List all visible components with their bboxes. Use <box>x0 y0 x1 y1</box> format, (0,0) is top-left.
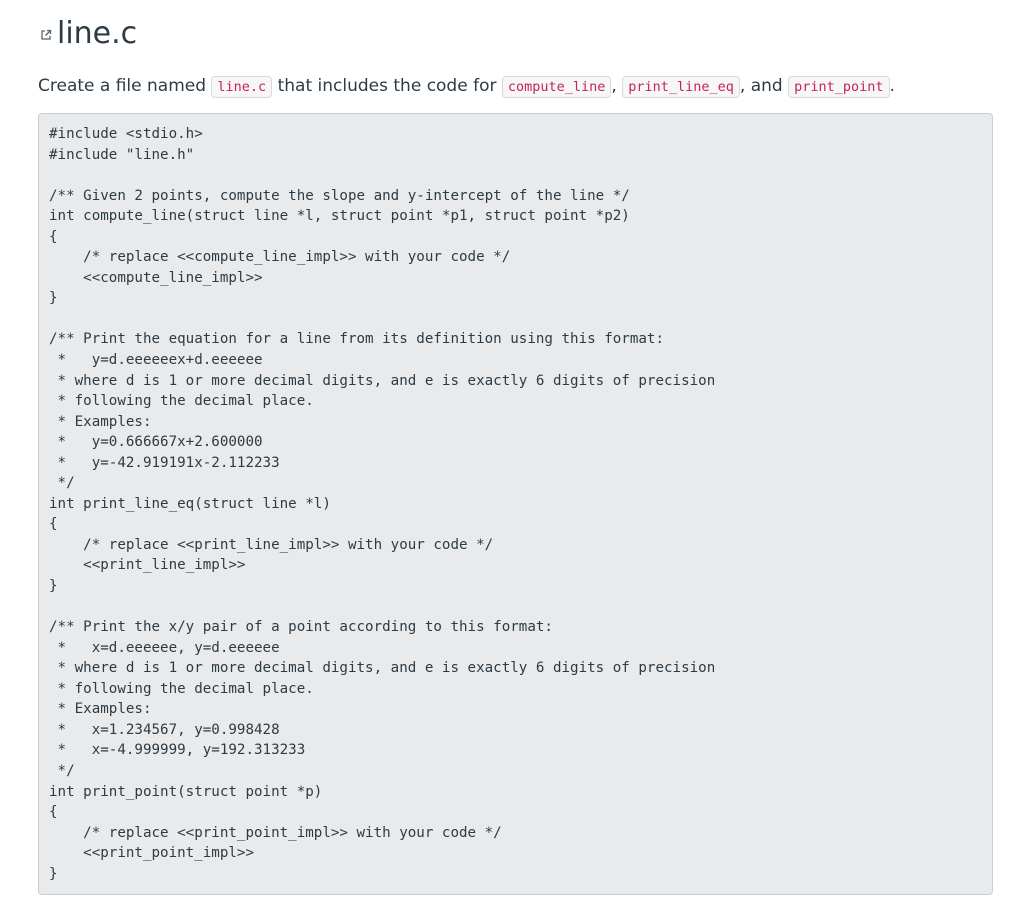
intro-text-end: . <box>889 76 895 96</box>
title-row <box>40 14 137 54</box>
code-block <box>38 113 993 895</box>
inline-code-print-line-eq: print_line_eq <box>622 76 740 98</box>
intro-separator-1: , <box>611 76 623 96</box>
inline-code-compute-line: compute_line <box>502 76 612 98</box>
intro-separator-2: , and <box>739 76 789 96</box>
code-listing: #include <stdio.h> #include "line.h" /** Given 2 points, compute the slope and y-intercept of the line */ int compute_line(struct line *l, struct point *p1, struct point *p2) { /* replace <<compute_line_impl>> with your code */ <<compute_line_impl>> } /** Print the equation for a line from its definition using this format: * y=d.eeeeeex+d.eeeeee * where d is 1 or more decimal digits, and e is exactly 6 digits of precision * following the decimal place. * Examples: * y=0.666667x+2.600000 * y=-42.919191x-2.112233 */ int print_line_eq(struct line *l) { /* replace <<print_line_impl>> with your code */ <<print_line_impl>> } /** Print the x/y pair of a point according to this format: * x=d.eeeeee, y=d.eeeeee * where d is 1 or more decimal digits, and e is exactly 6 digits of precision * following the decimal place. * Examples: * x=1.234567, y=0.998428 * x=-4.999999, y=192.313233 */ int print_point(struct point *p) { /* replace <<print_point_impl>> with your code */ <<print_point_impl>> } <box>49 126 716 882</box>
external-link-icon[interactable] <box>40 29 52 41</box>
page-title: line.c <box>57 16 138 51</box>
inline-code-print-point: print_point <box>788 76 889 98</box>
intro-paragraph <box>38 72 895 101</box>
intro-text-middle: that includes the code for <box>272 76 502 96</box>
inline-code-filename: line.c <box>211 76 272 98</box>
intro-text-before: Create a file named <box>38 76 212 96</box>
